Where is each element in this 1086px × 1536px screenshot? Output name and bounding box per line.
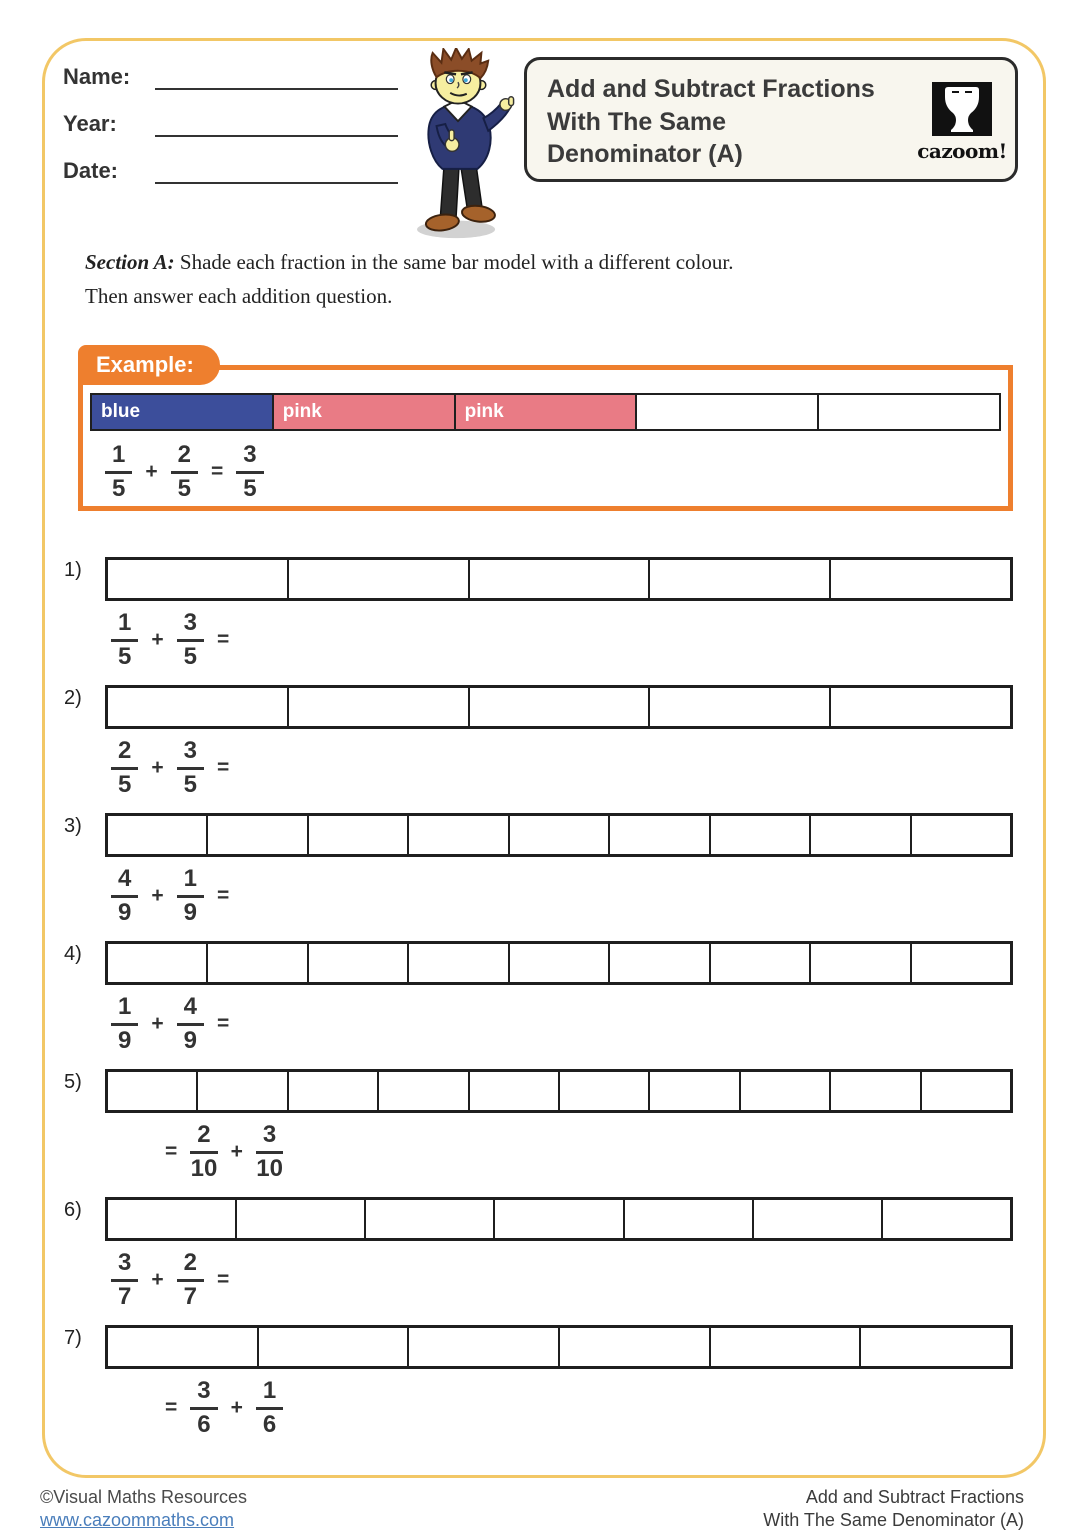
question-number: 6)	[64, 1199, 82, 1221]
bar-cell[interactable]	[608, 944, 708, 982]
question-number: 4)	[64, 943, 82, 965]
mascot-illustration	[398, 48, 518, 243]
fraction-denominator: 6	[197, 1411, 211, 1439]
bar-model	[105, 685, 1013, 729]
plus-operator: +	[151, 1268, 164, 1292]
equals-operator: =	[165, 1396, 178, 1420]
bar-cell[interactable]	[407, 944, 507, 982]
bar-cell[interactable]	[377, 1072, 467, 1110]
example-bar-cell	[92, 395, 272, 429]
question-equation	[105, 866, 236, 927]
question-equation	[105, 1250, 236, 1311]
bar-cell[interactable]	[493, 1200, 622, 1238]
fraction-denominator: 5	[118, 643, 132, 671]
footer-right	[763, 1486, 1024, 1531]
question-row	[0, 937, 1086, 1065]
bar-cell[interactable]	[648, 560, 829, 598]
year-label: Year:	[63, 111, 117, 136]
bar-cell[interactable]	[196, 1072, 286, 1110]
bar-cell[interactable]	[910, 816, 1010, 854]
question-equation	[158, 1378, 289, 1439]
fraction-numerator: 4	[111, 866, 138, 898]
equals-operator: =	[216, 756, 230, 780]
footer-doc-title-line2: With The Same Denominator (A)	[763, 1509, 1024, 1530]
instructions	[85, 250, 985, 318]
date-row	[63, 158, 398, 184]
date-label: Date:	[63, 158, 119, 183]
section-label: Section A:	[85, 250, 175, 274]
bar-cell[interactable]	[648, 1072, 738, 1110]
bar-cell[interactable]	[508, 816, 608, 854]
fraction-denominator: 5	[112, 475, 126, 503]
example-equation	[99, 442, 270, 503]
bar-cell[interactable]	[859, 1328, 1010, 1366]
bar-model	[105, 941, 1013, 985]
question-equation	[105, 610, 236, 671]
fraction	[111, 1250, 138, 1311]
fraction-denominator: 10	[256, 1155, 283, 1183]
bar-cell[interactable]	[623, 1200, 752, 1238]
fraction-numerator: 3	[190, 1378, 217, 1410]
bar-cell[interactable]	[364, 1200, 493, 1238]
bar-cell[interactable]	[108, 688, 287, 726]
bar-cell[interactable]	[287, 560, 468, 598]
fraction	[111, 738, 138, 799]
bar-cell[interactable]	[709, 944, 809, 982]
bar-cell[interactable]	[809, 816, 909, 854]
cell-label: pink	[464, 401, 504, 422]
copyright-text: ©Visual Maths Resources	[40, 1487, 248, 1507]
cell-label: blue	[101, 401, 141, 422]
bar-cell[interactable]	[108, 1200, 235, 1238]
example-bar-cell	[635, 395, 817, 429]
question-equation	[105, 994, 236, 1055]
bar-cell[interactable]	[287, 688, 468, 726]
fraction	[111, 610, 138, 671]
bar-cell[interactable]	[287, 1072, 377, 1110]
worksheet-title-box	[524, 57, 1018, 182]
cell-label: pink	[282, 401, 322, 422]
bar-cell[interactable]	[829, 1072, 919, 1110]
equals-operator: =	[216, 628, 230, 652]
name-row	[63, 64, 398, 90]
fraction-numerator: 2	[171, 442, 198, 474]
fraction-denominator: 10	[190, 1155, 218, 1183]
bar-cell[interactable]	[108, 944, 206, 982]
equals-operator: =	[165, 1140, 178, 1164]
fraction	[171, 442, 198, 503]
fraction-denominator: 5	[183, 771, 197, 799]
fraction	[190, 1378, 217, 1439]
bar-cell[interactable]	[468, 560, 649, 598]
fraction-denominator: 5	[118, 771, 132, 799]
bar-model	[105, 813, 1013, 857]
question-equation	[158, 1122, 289, 1183]
website-link[interactable]: www.cazoommaths.com	[40, 1509, 235, 1530]
bar-cell[interactable]	[257, 1328, 408, 1366]
drum-icon	[932, 82, 992, 136]
question-number: 5)	[64, 1071, 82, 1093]
example-bar	[90, 393, 1001, 431]
bar-cell[interactable]	[709, 1328, 860, 1366]
fraction	[177, 1250, 204, 1311]
question-number: 7)	[64, 1327, 82, 1349]
bar-model	[105, 1197, 1013, 1241]
example-tab: Example:	[78, 345, 220, 385]
fraction-numerator: 3	[236, 442, 263, 474]
plus-operator: +	[230, 1396, 243, 1420]
year-input-line[interactable]	[155, 111, 398, 137]
fraction-denominator: 5	[243, 475, 257, 503]
bar-cell[interactable]	[752, 1200, 881, 1238]
logo-wordmark: cazoom!	[917, 139, 1007, 163]
fraction-denominator: 7	[183, 1283, 197, 1311]
footer-doc-title-line1: Add and Subtract Fractions	[805, 1487, 1024, 1507]
instruction-line-1: Shade each fraction in the same bar model with a different colour.	[179, 250, 734, 274]
fraction-denominator: 9	[118, 1027, 132, 1055]
bar-cell[interactable]	[407, 1328, 558, 1366]
bar-cell[interactable]	[206, 944, 306, 982]
footer-left	[40, 1486, 247, 1531]
bar-cell[interactable]	[558, 1072, 648, 1110]
student-info-block	[63, 64, 398, 205]
bar-cell[interactable]	[206, 816, 306, 854]
equals-operator: =	[216, 1268, 230, 1292]
plus-operator: +	[151, 756, 164, 780]
cazoom-logo	[917, 82, 1007, 163]
fraction-numerator: 2	[190, 1122, 217, 1154]
fraction	[236, 442, 263, 503]
fraction	[177, 738, 204, 799]
fraction	[190, 1122, 217, 1183]
question-number: 2)	[64, 687, 82, 709]
bar-cell[interactable]	[920, 1072, 1010, 1110]
date-input-line[interactable]	[155, 158, 398, 184]
example-box	[78, 365, 1013, 511]
year-row	[63, 111, 398, 137]
plus-operator: +	[151, 628, 164, 652]
bar-cell[interactable]	[709, 816, 809, 854]
question-number: 1)	[64, 559, 82, 581]
plus-operator: +	[151, 1012, 164, 1036]
fraction-numerator: 2	[111, 738, 138, 770]
name-label: Name:	[63, 64, 131, 89]
fraction-numerator: 3	[256, 1122, 283, 1154]
fraction	[105, 442, 132, 503]
fraction	[256, 1378, 283, 1439]
question-row	[0, 1193, 1086, 1321]
fraction	[111, 866, 138, 927]
fraction	[177, 610, 204, 671]
example-bar-cell	[454, 395, 636, 429]
bar-cell[interactable]	[608, 816, 708, 854]
plus-operator: +	[230, 1140, 243, 1164]
instruction-line-2: Then answer each addition question.	[85, 284, 393, 308]
equals-operator: =	[210, 460, 224, 484]
fraction	[111, 994, 138, 1055]
example-bar-cell	[272, 395, 454, 429]
fraction-denominator: 9	[183, 899, 197, 927]
fraction-numerator: 1	[177, 866, 204, 898]
bar-cell[interactable]	[508, 944, 608, 982]
question-row	[0, 681, 1086, 809]
worksheet-title: Add and Subtract Fractions With The Same Denominator (A)	[547, 75, 875, 168]
fraction	[256, 1122, 283, 1183]
equals-operator: =	[216, 884, 230, 908]
bar-cell[interactable]	[648, 688, 829, 726]
fraction-denominator: 5	[177, 475, 191, 503]
plus-operator: +	[145, 460, 158, 484]
fraction-numerator: 3	[177, 738, 204, 770]
fraction-numerator: 3	[111, 1250, 138, 1282]
bar-cell[interactable]	[407, 816, 507, 854]
fraction-numerator: 3	[177, 610, 204, 642]
name-input-line[interactable]	[155, 64, 398, 90]
question-row	[0, 809, 1086, 937]
question-row	[0, 1065, 1086, 1193]
bar-cell[interactable]	[108, 1328, 257, 1366]
question-equation	[105, 738, 236, 799]
bar-cell[interactable]	[468, 1072, 558, 1110]
questions	[0, 553, 1086, 1449]
bar-cell[interactable]	[881, 1200, 1010, 1238]
bar-cell[interactable]	[829, 560, 1010, 598]
fraction	[177, 866, 204, 927]
fraction-denominator: 9	[118, 899, 132, 927]
fraction-numerator: 1	[111, 994, 138, 1026]
bar-cell[interactable]	[558, 1328, 709, 1366]
fraction-denominator: 9	[183, 1027, 197, 1055]
bar-cell[interactable]	[829, 688, 1010, 726]
bar-cell[interactable]	[910, 944, 1010, 982]
bar-cell[interactable]	[108, 560, 287, 598]
fraction-denominator: 5	[183, 643, 197, 671]
bar-cell[interactable]	[307, 816, 407, 854]
fraction-numerator: 1	[105, 442, 132, 474]
bar-model	[105, 1325, 1013, 1369]
question-row	[0, 1321, 1086, 1449]
bar-cell[interactable]	[235, 1200, 364, 1238]
fraction-denominator: 7	[118, 1283, 132, 1311]
bar-model	[105, 557, 1013, 601]
bar-cell[interactable]	[739, 1072, 829, 1110]
fraction-numerator: 2	[177, 1250, 204, 1282]
equals-operator: =	[216, 1012, 230, 1036]
example-bar-cell	[817, 395, 999, 429]
bar-cell[interactable]	[307, 944, 407, 982]
fraction-numerator: 4	[177, 994, 204, 1026]
bar-cell[interactable]	[108, 1072, 196, 1110]
bar-cell[interactable]	[809, 944, 909, 982]
bar-cell[interactable]	[108, 816, 206, 854]
bar-cell[interactable]	[468, 688, 649, 726]
question-row	[0, 553, 1086, 681]
fraction-numerator: 1	[256, 1378, 283, 1410]
plus-operator: +	[151, 884, 164, 908]
question-number: 3)	[64, 815, 82, 837]
bar-model	[105, 1069, 1013, 1113]
fraction-numerator: 1	[111, 610, 138, 642]
fraction-denominator: 6	[262, 1411, 277, 1439]
fraction	[177, 994, 204, 1055]
